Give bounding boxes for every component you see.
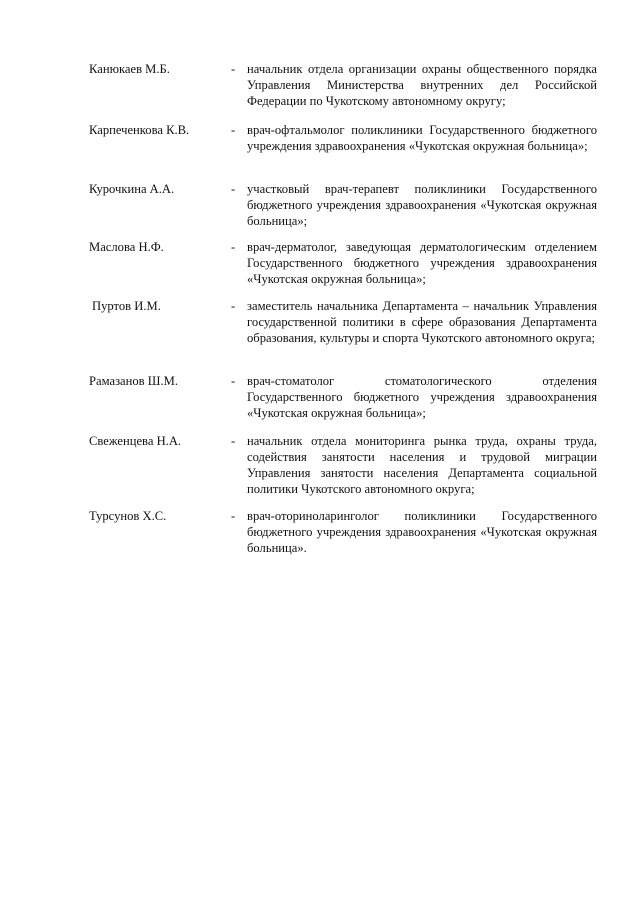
separator-dash: - — [231, 299, 236, 313]
member-position: врач-офтальмолог поликлиники Государственного бюджетного учреждения здравоохранения «Чукотская окружная больница»; — [247, 123, 597, 153]
separator-dash: - — [231, 374, 236, 388]
member-position: врач-оториноларинголог поликлиники Государственного бюджетного учреждения здравоохранения «Чукотская окружная больница». — [247, 509, 597, 555]
member-position: врач-дерматолог, заведующая дерматологическим отделением Государственного бюджетного учреждения здравоохранения «Чукотская окружная больница»; — [247, 240, 597, 286]
separator-dash: - — [231, 123, 236, 137]
separator-dash: - — [231, 509, 236, 523]
separator-dash: - — [231, 240, 236, 254]
member-name: Маслова Н.Ф. — [89, 240, 164, 254]
member-name: Свеженцева Н.А. — [89, 434, 182, 448]
member-name: Рамазанов Ш.М. — [89, 374, 178, 388]
member-name: Пуртов И.М. — [92, 299, 161, 313]
member-position: начальник отдела организации охраны общественного порядка Управления Министерства внутренних дел Российской Федерации по Чукотскому автономному округу; — [247, 62, 597, 108]
member-name: Курочкина А.А. — [89, 182, 175, 196]
member-position: участковый врач-терапевт поликлиники Государственного бюджетного учреждения здравоохранения «Чукотская окружная больница»; — [247, 182, 597, 228]
member-name: Канюкаев М.Б. — [89, 62, 170, 76]
member-position: врач-стоматолог стоматологического отделения Государственного бюджетного учреждения здравоохранения «Чукотская окружная больница»; — [247, 374, 597, 420]
member-position: начальник отдела мониторинга рынка труда, охраны труда, содействия занятости населения и трудовой миграции Управления занятости населения Департамента социальной политики Чукотского автономного округа; — [247, 434, 597, 496]
separator-dash: - — [231, 182, 236, 196]
separator-dash: - — [231, 434, 236, 448]
member-name: Турсунов Х.С. — [89, 509, 167, 523]
member-name: Карпеченкова К.В. — [89, 123, 190, 137]
separator-dash: - — [231, 62, 236, 76]
member-position: заместитель начальника Департамента – начальник Управления государственной политики в сфере образования Департамента образования, культуры и спорта Чукотского автономного округа; — [247, 299, 597, 345]
